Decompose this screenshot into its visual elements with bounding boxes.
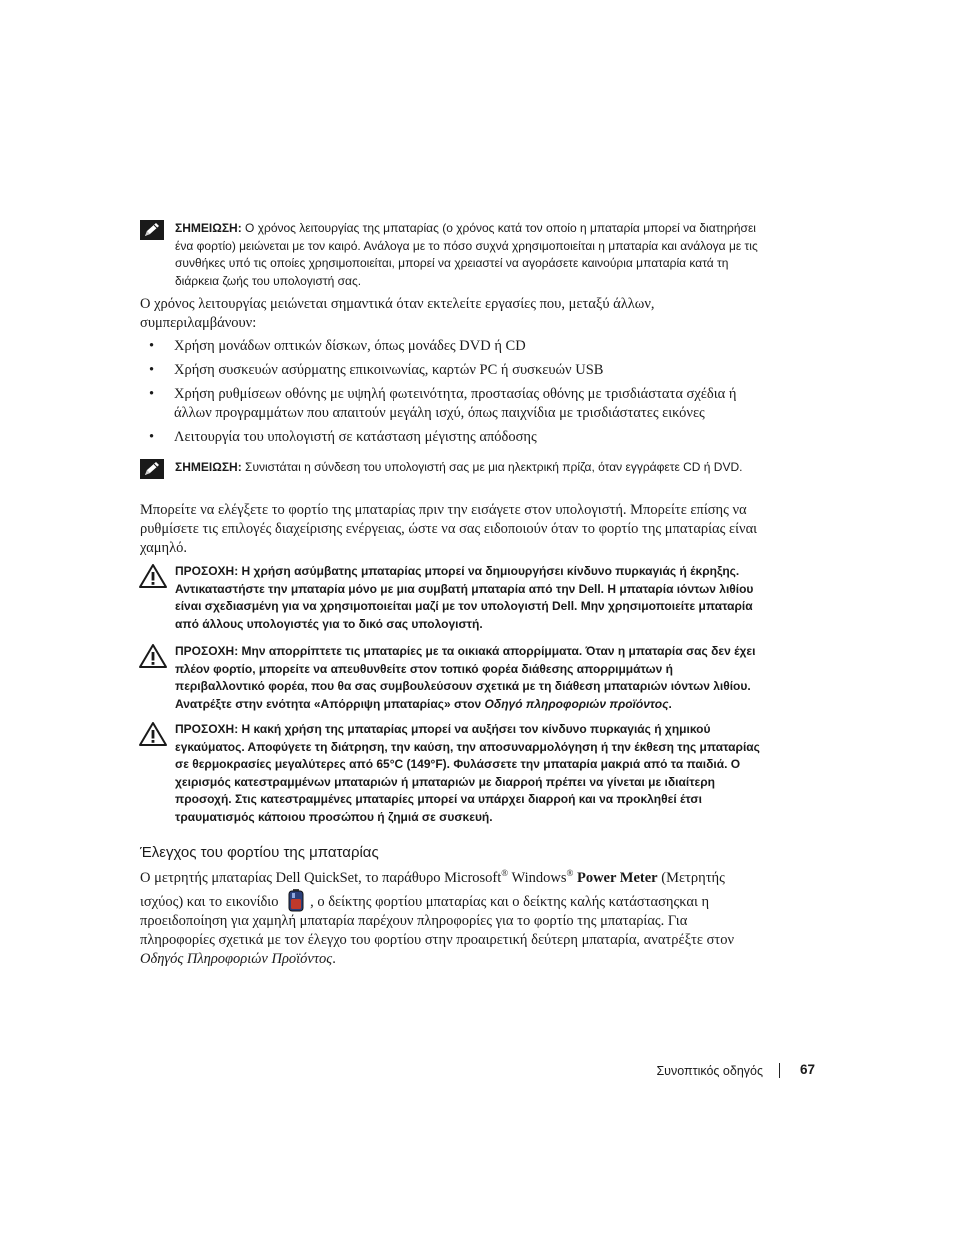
power-usage-list (140, 337, 760, 452)
warning-triangle-icon (138, 563, 168, 589)
caution-label: ΠΡΟΣΟΧΗ: (175, 722, 239, 736)
registered-mark: ® (501, 868, 509, 879)
list-item: • Χρήση ρυθμίσεων οθόνης με υψηλή φωτεινότητα, προστασίας οθόνης με τρισδιάστατα σχέδια ή άλλων προγραμμάτων που απαιτούν μεγάλη ισχύ, όπως παιχνίδια με τρισδιάστατες εικόνες (140, 385, 760, 423)
caution-text (175, 563, 760, 633)
check-charge-paragraph: Μπορείτε να ελέγξετε το φορτίο της μπαταρίας πριν την εισάγετε στον υπολογιστή. Μπορείτε επίσης να ρυθμίσετε τις επιλογές διαχείρισης ενέργειας, ώστε να σας ειδοποιούν όταν το φορτίο της μπαταρίας είναι χαμηλό. (140, 502, 758, 556)
caution-end: . (668, 696, 672, 711)
note-body: Ο χρόνος λειτουργίας της μπαταρίας (ο χρόνος κατά τον οποίο η μπαταρία μπορεί να διατηρήσει ένα φορτίο) μειώνεται με τον καιρό. Ανάλογα με το πόσο συχνά χρησιμοποιείται η μπαταρία και ανάλογα με τις συνθήκες υπό τις οποίες χρησιμοποιείται, μπορεί να χρειαστεί να αγοράσετε καινούρια μπαταρία κατά τη διάρκεια ζωής του υπολογιστή σας. (175, 221, 758, 288)
power-meter-term: Power Meter (573, 870, 658, 886)
list-item: • Χρήση μονάδων οπτικών δίσκων, όπως μονάδες DVD ή CD (140, 337, 760, 356)
registered-mark: ® (566, 868, 574, 879)
section-heading: Έλεγχος του φορτίου της μπαταρίας (140, 844, 379, 861)
charge-check-paragraph (140, 869, 760, 969)
para-text: Windows (508, 870, 567, 886)
page-number: 67 (799, 1062, 815, 1077)
note-battery-lifespan (140, 220, 760, 290)
warning-triangle-icon (138, 643, 168, 669)
list-item: • Χρήση συσκευών ασύρματης επικοινωνίας, καρτών PC ή συσκευών USB (140, 361, 760, 380)
para-end: . (332, 951, 336, 967)
caution-text (175, 643, 760, 713)
para-text: (Μετρητής ισχύος) και το εικονίδιο (140, 870, 725, 910)
caution-body: Η κακή χρήση της μπαταρίας μπορεί να αυξήσει τον κίνδυνο πυρκαγιάς ή χημικού εγκαύματος. Αποφύγετε τη διάτρηση, την καύση, την αποσυναρμολόγηση ή την έκθεση της μπαταρίας σε θερμοκρασίες μεγαλύτερες από 65°C (149°F). Φυλάσσετε την μπαταρία μακριά από τα παιδιά. Ο χειρισμός κατεστραμμένων μπαταριών ή μπαταριών με διαρροή πρέπει να γίνεται με ιδιαίτερη προσοχή. Στις κατεστραμμένες μπαταρίες μπορεί να υπάρχει διαρροή και να προκληθεί έτσι τραυματισμός κάποιου προσώπου ή ζημιά σε συσκευή. (175, 722, 760, 824)
warning-triangle-icon (138, 721, 168, 747)
pencil-note-icon (140, 459, 164, 479)
caution-incompatible-battery (138, 563, 760, 633)
note-body: Συνιστάται η σύνδεση του υπολογιστή σας με μια ηλεκτρική πρίζα, όταν εγγράφετε CD ή DVD. (241, 460, 743, 474)
pencil-note-icon (140, 220, 164, 240)
para-text: , ο δείκτης φορτίου μπαταρίας και ο δείκτης καλής κατάστασηςκαι η προειδοποίηση για χαμηλή μπαταρία παρέχουν πληροφορίες για το φορτίο της μπαταρίας. Για πληροφορίες σχετικά με τον έλεγχο του φορτίου στην προαιρετική δεύτερη μπαταρία, ανατρέξτε στον (140, 894, 735, 948)
note-text (175, 459, 760, 477)
caution-body: Μην απορρίπτετε τις μπαταρίες με τα οικιακά απορρίμματα. Όταν η μπαταρία σας δεν έχει πλέον φορτίο, μπορείτε να απευθυνθείτε στον τοπικό φορέα διάθεσης απορριμμάτων ή περιβαλλοντικό φορέα, που θα σας συμβουλεύσουν σχετικά με τη διάθεση μπαταριών ιόντων λιθίου. Ανατρέξτε στην ενότητα «Απόρριψη μπαταρίας» στον (175, 644, 756, 711)
note-cd-dvd-power (140, 459, 760, 477)
para-text: Ο μετρητής μπαταρίας Dell QuickSet, το παράθυρο Microsoft (140, 870, 502, 886)
caution-label: ΠΡΟΣΟΧΗ: (175, 644, 239, 658)
product-info-guide-ref: Οδηγό πληροφοριών προϊόντος (484, 696, 669, 711)
list-item: • Λειτουργία του υπολογιστή σε κατάσταση μέγιστης απόδοσης (140, 428, 760, 447)
intro-paragraph: Ο χρόνος λειτουργίας μειώνεται σημαντικά όταν εκτελείτε εργασίες που, μεταξύ άλλων, συμπεριλαμβάνουν: (140, 296, 655, 331)
note-text (175, 220, 760, 290)
product-info-guide-ref: Οδηγός Πληροφοριών Προϊόντος (140, 951, 333, 967)
caution-label: ΠΡΟΣΟΧΗ: (175, 564, 239, 578)
caution-text (175, 721, 760, 826)
caution-battery-misuse (138, 721, 760, 826)
footer-title: Συνοπτικός οδηγός (656, 1064, 763, 1078)
footer-divider (779, 1063, 780, 1078)
caution-battery-disposal (138, 643, 760, 713)
note-label: ΣΗΜΕΙΩΣΗ: (175, 460, 242, 474)
battery-meter-icon (286, 888, 306, 912)
caution-body: Η χρήση ασύμβατης μπαταρίας μπορεί να δημιουργήσει κίνδυνο πυρκαγιάς ή έκρηξης. Αντικαταστήστε την μπαταρία μόνο με μια συμβατή μπαταρία από την Dell. Η μπαταρία ιόντων λιθίου είναι σχεδιασμένη για να χρησιμοποιείται μαζί με τον υπολογιστή Dell. Μην χρησιμοποιείτε μπαταρία από άλλους υπολογιστές για το δικό σας υπολογιστή. (175, 564, 754, 631)
note-label: ΣΗΜΕΙΩΣΗ: (175, 221, 242, 235)
